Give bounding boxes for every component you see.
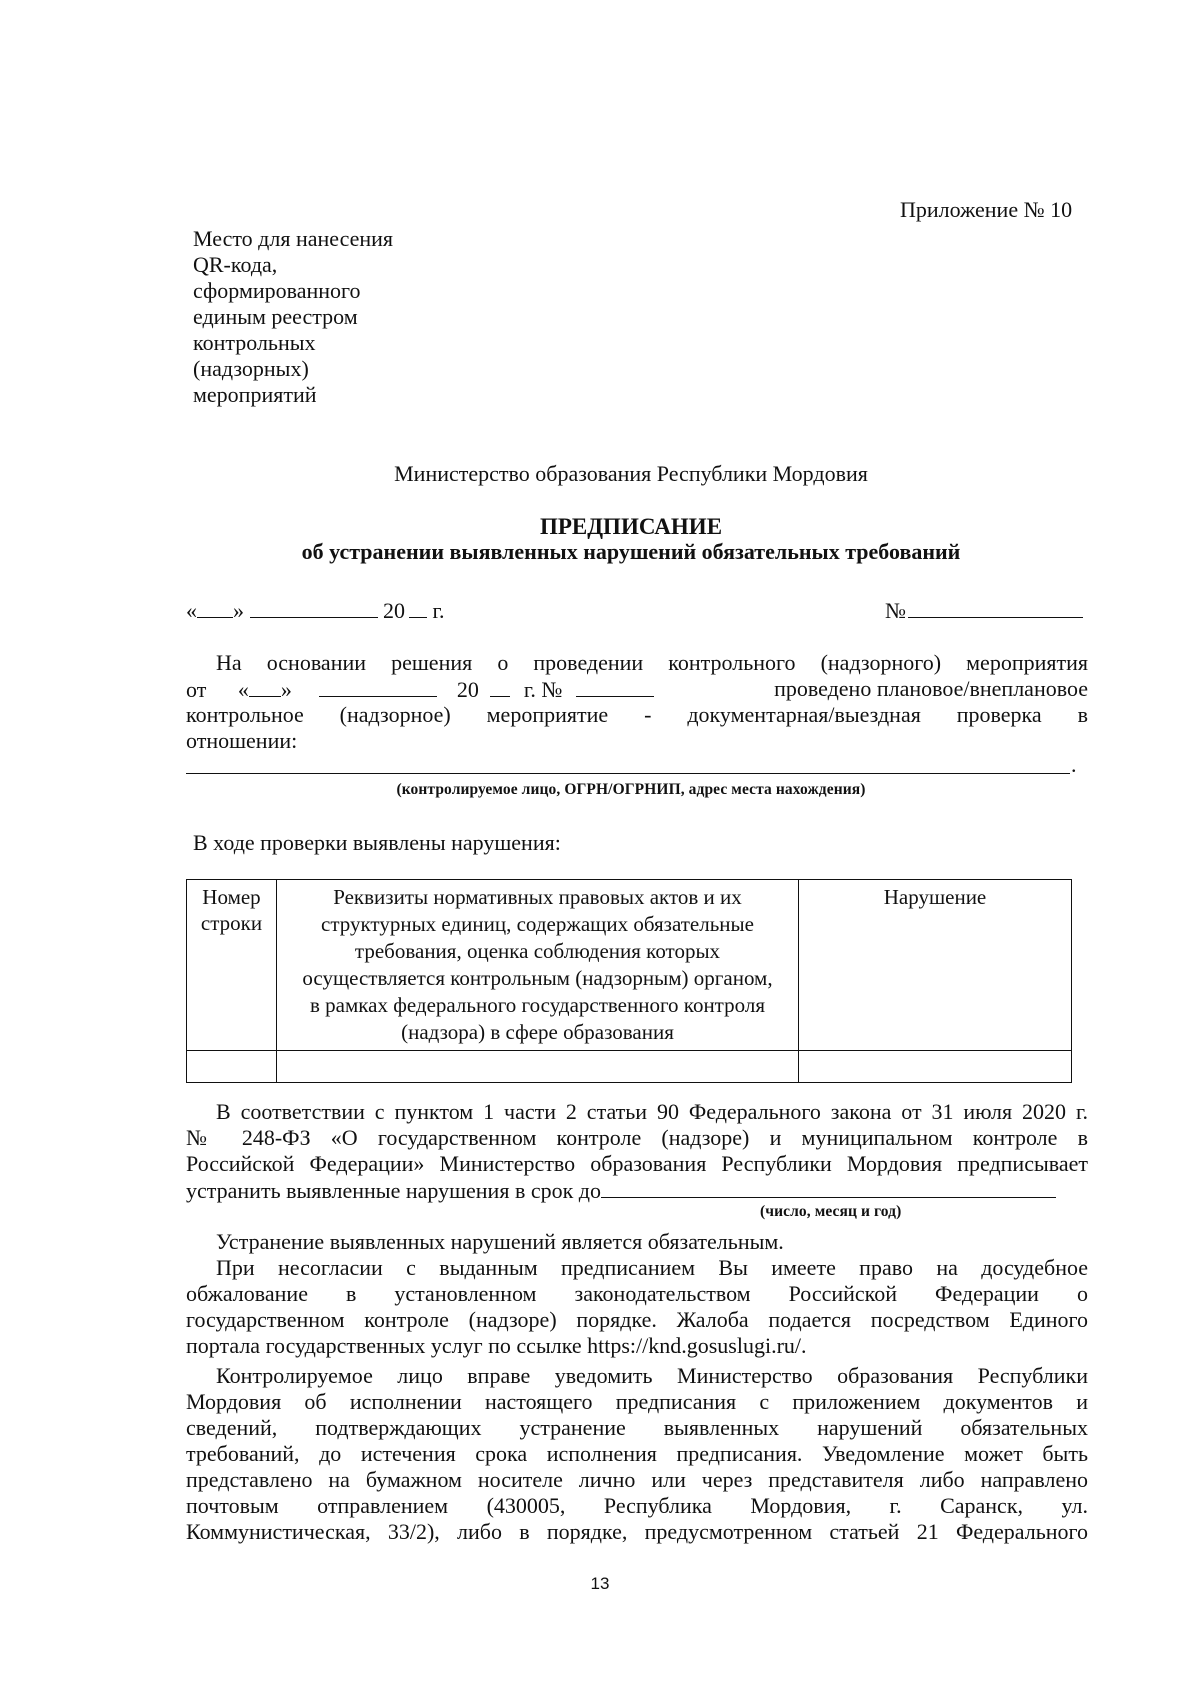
col-requisites-header: [277, 880, 799, 1051]
basis-year: 20: [456, 677, 479, 702]
year-suffix: г.: [432, 598, 445, 623]
document-subtitle: об устранении выявленных нарушений обязательных требований: [301, 539, 961, 564]
violations-heading: В ходе проверки выявлены нарушения:: [193, 830, 561, 855]
basis-open-quote: «: [237, 677, 249, 702]
number-line: [885, 597, 1083, 624]
col-row-number-header: [187, 880, 277, 1051]
page-number: 13: [590, 1574, 610, 1593]
qr-note-line: Место для нанесения: [193, 226, 394, 251]
para1-line: Российской Федерации» Министерство образования Республики Мордовия предписывает: [186, 1151, 1088, 1176]
deadline-caption: (число, месяц и год): [760, 1203, 902, 1220]
para1-line: устранить выявленные нарушения в срок до: [186, 1178, 601, 1203]
para1-line: № 248-ФЗ «О государственном контроле (надзоре) и муниципальном контроле в: [186, 1125, 1088, 1150]
year-blank: [409, 597, 427, 618]
number-sign: №: [885, 598, 906, 623]
day-blank: [197, 597, 233, 618]
basis-end-dot: .: [1071, 752, 1077, 777]
para1-line-4: [186, 1177, 1056, 1204]
header-text: осуществляется контрольным (надзорным) органом,: [302, 966, 773, 990]
para4-line: требований, до истечения срока исполнения предписания. Уведомление может быть: [186, 1441, 1088, 1466]
ministry-name: Министерство образования Республики Мордовия: [394, 461, 868, 486]
para3-line: При несогласии с выданным предписанием Вы имеете право на досудебное: [216, 1255, 1088, 1280]
document-title: ПРЕДПИСАНИЕ: [539, 514, 723, 539]
table-cell: [187, 1051, 277, 1083]
basis-year-blank: [490, 676, 510, 697]
para4-line: Контролируемое лицо вправе уведомить Министерство образования Республики: [216, 1363, 1088, 1388]
qr-note-line: QR-кода,: [193, 252, 278, 277]
basis-day-blank: [249, 676, 281, 697]
header-text: Нарушение: [883, 885, 987, 909]
basis-from: от: [186, 677, 207, 702]
header-text: строки: [200, 911, 263, 935]
number-blank: [908, 597, 1083, 618]
header-text: Номер: [202, 885, 261, 909]
basis-line-2-tail: проведено плановое/внеплановое: [774, 676, 1088, 701]
para3-line: обжалование в установленном законодательством Российской Федерации о: [186, 1281, 1088, 1306]
basis-line-3: контрольное (надзорное) мероприятие - документарная/выездная проверка в: [186, 702, 1088, 727]
para4-line: сведений, подтверждающих устранение выявленных нарушений обязательных: [186, 1415, 1088, 1440]
qr-note-line: (надзорных): [193, 356, 309, 381]
para3-line: портала государственных услуг по ссылке https://knd.gosuslugi.ru/.: [186, 1333, 807, 1358]
basis-close-quote: »: [280, 677, 292, 702]
deadline-blank: [601, 1177, 1056, 1198]
basis-line-2: [186, 676, 1088, 703]
table-row: [187, 1051, 1072, 1083]
month-blank: [250, 597, 378, 618]
para1-line: В соответствии с пунктом 1 части 2 статьи 90 Федерального закона от 31 июля 2020 г.: [216, 1099, 1088, 1124]
basis-number-blank: [576, 676, 654, 697]
col-violation-header: [799, 880, 1072, 1051]
year-prefix: 20: [383, 598, 405, 623]
basis-month-blank: [319, 676, 437, 697]
para4-line: Коммунистическая, 33/2), либо в порядке, предусмотренном статьей 21 Федерального: [186, 1519, 1088, 1544]
para4-line: почтовым отправлением (430005, Республика Мордовия, г. Саранск, ул.: [186, 1493, 1088, 1518]
qr-note-line: контрольных: [193, 330, 316, 355]
table-cell: [277, 1051, 799, 1083]
para3-line: государственном контроле (надзоре) порядке. Жалоба подается посредством Единого: [186, 1307, 1088, 1332]
header-text: требования, оценка соблюдения которых: [354, 939, 721, 963]
basis-year-suffix: г. №: [523, 677, 563, 702]
basis-line-1: На основании решения о проведении контрольного (надзорного) мероприятия: [216, 650, 1088, 675]
violations-table: [186, 879, 1072, 1083]
para4-line: Мордовия об исполнении настоящего предписания с приложением документов и: [186, 1389, 1088, 1414]
header-text: (надзора) в сфере образования: [401, 1020, 674, 1044]
header-text: структурных единиц, содержащих обязательные: [321, 912, 754, 936]
qr-note-line: сформированного: [193, 278, 361, 303]
table-header-row: [187, 880, 1072, 1051]
qr-note-line: единым реестром: [193, 304, 358, 329]
close-quote: »: [233, 598, 244, 623]
header-text: Реквизиты нормативных правовых актов и их: [333, 885, 742, 909]
date-line: [186, 597, 445, 624]
mandatory-notice: Устранение выявленных нарушений является обязательным.: [216, 1229, 784, 1254]
open-quote: «: [186, 598, 197, 623]
qr-note-line: мероприятий: [193, 382, 317, 407]
controlled-person-blank: [186, 773, 1070, 774]
controlled-person-caption: (контролируемое лицо, ОГРН/ОГРНИП, адрес места нахождения): [396, 781, 866, 798]
header-text: в рамках федерального государственного контроля: [310, 993, 765, 1017]
appendix-label: Приложение № 10: [900, 197, 1073, 222]
table-cell: [799, 1051, 1072, 1083]
para4-line: представлено на бумажном носителе лично или через представителя либо направлено: [186, 1467, 1088, 1492]
basis-line-4: отношении:: [186, 728, 298, 753]
